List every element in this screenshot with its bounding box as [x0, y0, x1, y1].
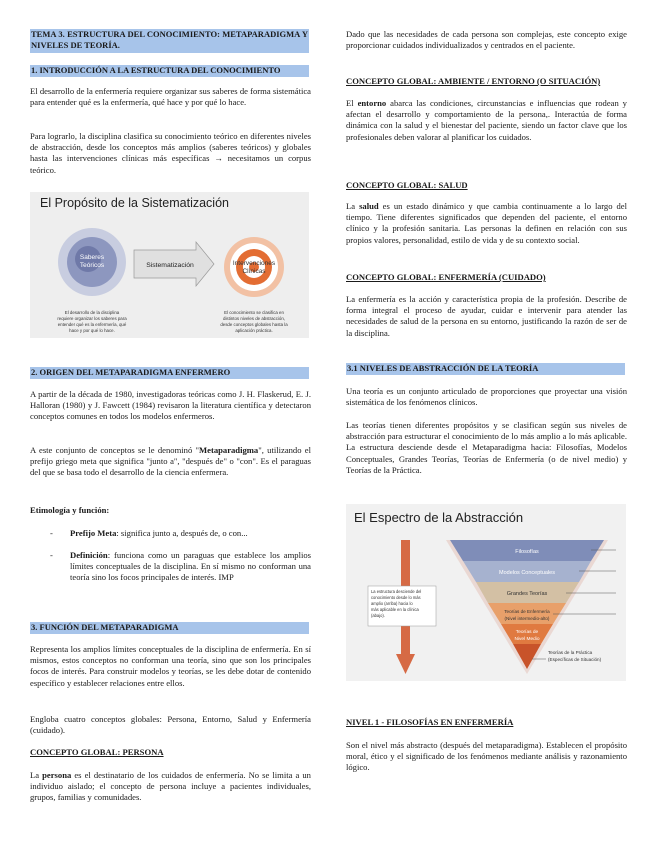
saberes-label-2: Teóricos [79, 262, 105, 269]
right-caption-1: El conocimiento se clasifica en [224, 310, 284, 315]
right-caption-2: distintos niveles de abstracción, [223, 316, 285, 321]
bullet-definicion: Definición: funciona como un paraguas que establece los amplios límites conceptuales de la disciplina. En sí mismo no conforman una teoría sino los focos principales de interés. IMP [70, 550, 311, 583]
level-label-4a: Teorías de Enfermería [504, 609, 550, 614]
nivel1-heading: NIVEL 1 - FILOSOFÍAS EN ENFERMERÍA [346, 717, 514, 727]
left-caption-2: requiere organizar los saberes para [57, 316, 127, 321]
section-heading-function: 3. FUNCIÓN DEL METAPARADIGMA [30, 622, 309, 634]
persona-continuation: Dado que las necesidades de cada persona son complejas, este concepto exige proporcionar cuidados individualizados y centrados en el paciente. [346, 29, 627, 51]
levels-paragraph-2: Las teorías tienen diferentes propósitos y se clasifican según sus niveles de abstracción para estructurar el conocimiento de lo más amplio a lo más aplicable. La estructura desciende desde el Metaparadigma hacia: Filosofías, Modelos Conceptuales, Grandes Teorías, Teorías de Enfermería (o de nivel medio) y Teorías de la Práctica. [346, 420, 627, 475]
systematization-figure [30, 192, 309, 338]
origin-paragraph-1: A partir de la década de 1980, investigadoras teóricas como J. H. Flaskerud, E. J. Halloran (1980) y J. Fawcett (1984) revisaron la literatura científica y detectaron conceptos comunes en todos los modelos enfermeros. [30, 389, 311, 422]
level-label-3: Grandes Teorías [506, 591, 548, 597]
bottom-label-1: Teorías de la Práctica [548, 650, 593, 655]
salud-paragraph: La salud es un estado dinámico y que cambia continuamente a lo largo del tiempo. Tiene diferentes significados que dependen del paciente, el entorno clínico y la profesión sanitaria. Las personas la definen en relación con sus propios valores, personalidad, estilo de vida y de su contexto social. [346, 201, 627, 245]
enfermeria-paragraph: La enfermería es la acción y característica propia de la profesión. Describe de forma integral el proceso de ayudar, cuidar e intervenir para atender las necesidades de salud de la persona en su entorno, justificando la razón de ser de la disciplina. [346, 294, 627, 338]
right-caption-4: aplicación práctica. [235, 328, 273, 333]
level-label-4b: (Nivel intermedio-alto) [504, 616, 550, 621]
levels-paragraph-1: Una teoría es un conjunto articulado de proporciones que proyectar una visión sistemática de los fenómenos clínicos. [346, 386, 627, 408]
abstraction-spectrum-figure [346, 504, 626, 681]
side-note-3: amplio (arriba) hacia lo [371, 601, 413, 606]
side-note-2: conocimiento desde lo más [371, 595, 421, 600]
document-title: TEMA 3. ESTRUCTURA DEL CONOCIMIENTO: METAPARADIGMA Y NIVELES DE TEORÍA. [30, 29, 309, 53]
left-caption-3: entender qué es la enfermería, qué [57, 322, 127, 327]
level-label-2: Modelos Conceptuales [499, 570, 555, 576]
side-note-1: La estructura desciende del [371, 589, 422, 594]
descend-arrow-head [396, 654, 415, 674]
bullet-dash-2: - [50, 550, 53, 560]
side-note-4: más aplicable en la clínica [371, 607, 419, 612]
enfermeria-heading: CONCEPTO GLOBAL: ENFERMERÍA (CUIDADO) [346, 272, 546, 282]
salud-heading: CONCEPTO GLOBAL: SALUD [346, 180, 468, 190]
entorno-heading: CONCEPTO GLOBAL: AMBIENTE / ENTORNO (O SITUACIÓN) [346, 76, 601, 86]
left-caption-1: El desarrollo de la disciplina [64, 310, 120, 315]
level-label-5a: Teorías de [515, 630, 539, 635]
function-paragraph-1: Representa los amplios límites conceptuales de la disciplina de enfermería. En sí mismos, estos conceptos no conforman una teoría, sino que son los principales focos de interés. Para construir modelos y teorías, se les debe dotar de contenido específico y establecer relaciones entre ellos. [30, 644, 311, 688]
etymology-heading: Etimología y función: [30, 505, 110, 515]
target-label-1: Intervenciones [232, 260, 276, 267]
abstraction-spectrum-diagram [346, 504, 626, 681]
right-caption-3: desde conceptos globales hasta la [220, 322, 288, 327]
arrow-label: Sistematización [146, 262, 194, 269]
level-label-5b: Nivel Medio [514, 637, 540, 642]
systematization-diagram [30, 192, 309, 338]
origin-paragraph-2: A este conjunto de conceptos se le denominó "Metaparadigma", utilizando el prefijo griego meta que significa "junto a", "después de" o "con". Es el paraguas del que se basa todo el desarrollo de la ciencia enfermera. [30, 445, 311, 478]
level-label-1: Filosofías [515, 549, 539, 555]
function-paragraph-2: Engloba cuatro conceptos globales: Persona, Entorno, Salud y Enfermería (cuidado). [30, 714, 311, 736]
target-label-2: Clínicas [242, 268, 266, 275]
left-caption-4: hace y por qué lo hace. [69, 328, 115, 333]
bullet-prefijo-meta: Prefijo Meta: significa junto a, después de, o con... [70, 528, 248, 538]
figure-title: El Propósito de la Sistematización [40, 196, 229, 210]
intro-paragraph-1: El desarrollo de la enfermería requiere organizar sus saberes de forma sistemática para entender qué es la enfermería, qué hace y por qué lo hace. [30, 86, 311, 108]
section-heading-intro: 1. INTRODUCCIÓN A LA ESTRUCTURA DEL CONOCIMIENTO [30, 65, 309, 77]
section-heading-origin: 2. ORIGEN DEL METAPARADIGMA ENFERMERO [30, 367, 309, 379]
persona-heading: CONCEPTO GLOBAL: PERSONA [30, 747, 164, 757]
figure2-title: El Espectro de la Abstracción [354, 510, 524, 525]
section-heading-levels: 3.1 NIVELES DE ABSTRACCIÓN DE LA TEORÍA [346, 363, 625, 375]
saberes-label-1: Saberes [79, 254, 105, 261]
bullet-dash-1: - [50, 528, 53, 538]
persona-paragraph: La persona es el destinatario de los cuidados de enfermería. No se limita a un individuo aislado; el concepto de persona incluye a pacientes individuales, grupos, familias y comunidades. [30, 770, 311, 803]
entorno-paragraph: El entorno abarca las condiciones, circunstancias e influencias que rodean y afectan el desarrollo y comportamiento de la persona,. Interactúa de forma dinámica con la salud y el bienestar del paciente, siendo un factor clave que los profesionales deben valorar al planificar los cuidados. [346, 98, 627, 142]
bottom-label-2: (Específicas de Situación) [548, 657, 602, 662]
nivel1-paragraph: Son el nivel más abstracto (después del metaparadigma). Establecen el propósito moral, ético y el significado de los fenómenos mediante análisis y razonamiento lógico. [346, 740, 627, 773]
side-note-5: (abajo). [371, 613, 385, 618]
intro-paragraph-2: Para lograrlo, la disciplina clasifica su conocimiento teórico en diferentes niveles de abstracción, desde los conceptos más amplios (saberes teóricos) y globales hasta las intervenciones clínicas más específicas → necesitamos un corpus teórico. [30, 131, 311, 175]
